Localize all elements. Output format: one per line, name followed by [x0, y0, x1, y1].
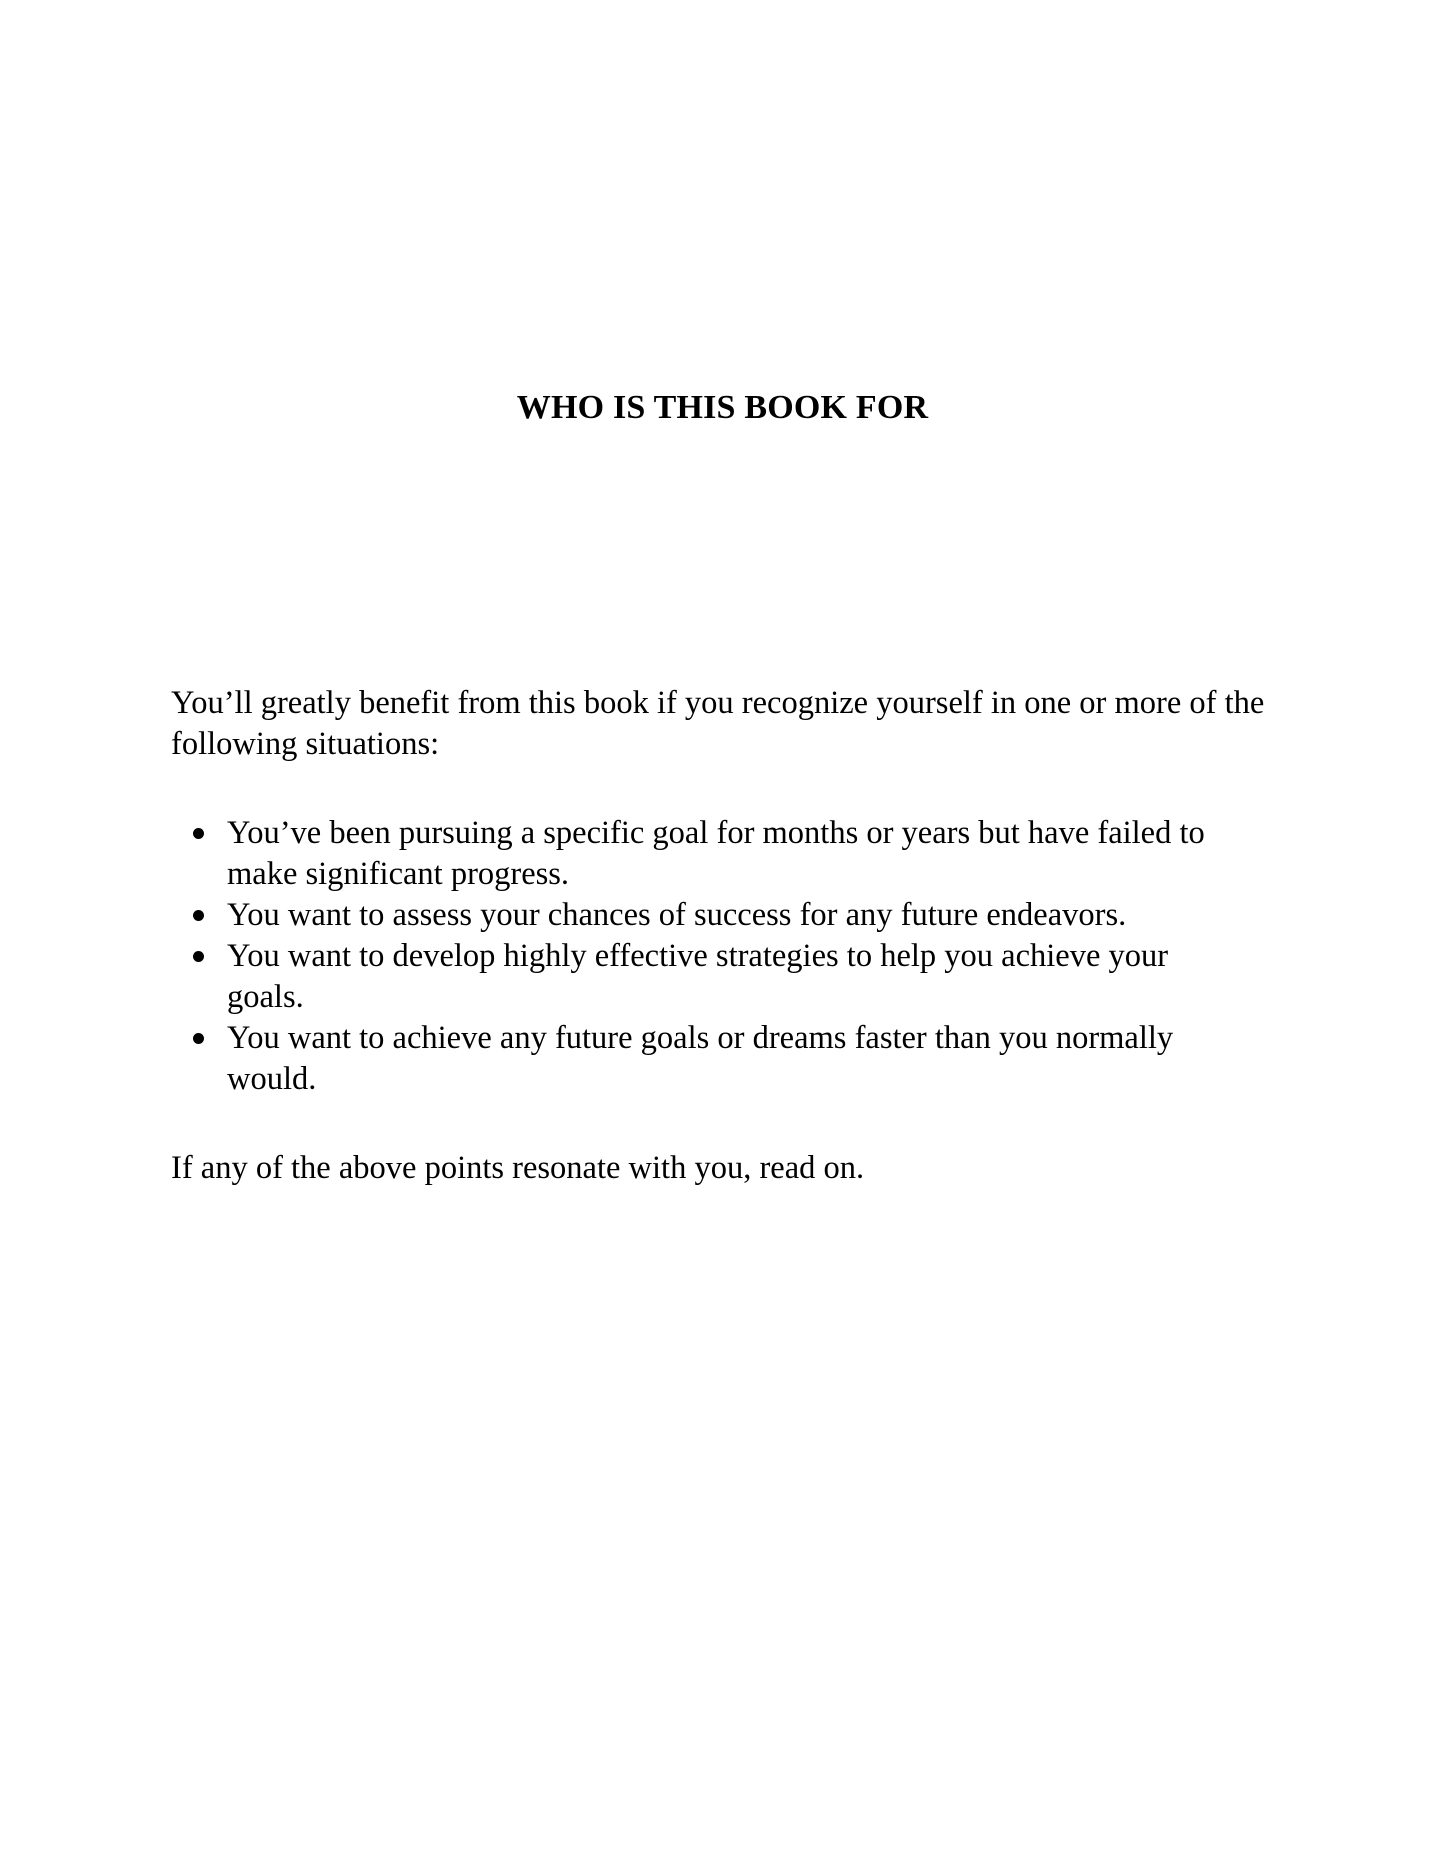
closing-paragraph: If any of the above points resonate with you, read on. [171, 1150, 865, 1186]
bullet-icon [193, 828, 204, 839]
list-item-text: You want to assess your chances of success for any future endeavors. [227, 897, 1127, 933]
list-item [171, 813, 1231, 895]
list-item-text: You’ve been pursuing a specific goal for months or years but have failed to make significant progress. [227, 815, 1205, 892]
list-item [171, 936, 1231, 1018]
list-item-text: You want to achieve any future goals or dreams faster than you normally would. [227, 1020, 1174, 1097]
list-item [171, 895, 1231, 936]
bullet-icon [193, 910, 204, 921]
situations-list [171, 813, 1231, 1100]
page-title: WHO IS THIS BOOK FOR [516, 389, 929, 426]
bullet-icon [193, 1033, 204, 1044]
list-item [171, 1018, 1231, 1100]
bullet-icon [193, 951, 204, 962]
list-item-text: You want to develop highly effective strategies to help you achieve your goals. [227, 938, 1169, 1015]
intro-paragraph: You’ll greatly benefit from this book if you recognize yourself in one or more of the following situations: [171, 685, 1265, 762]
